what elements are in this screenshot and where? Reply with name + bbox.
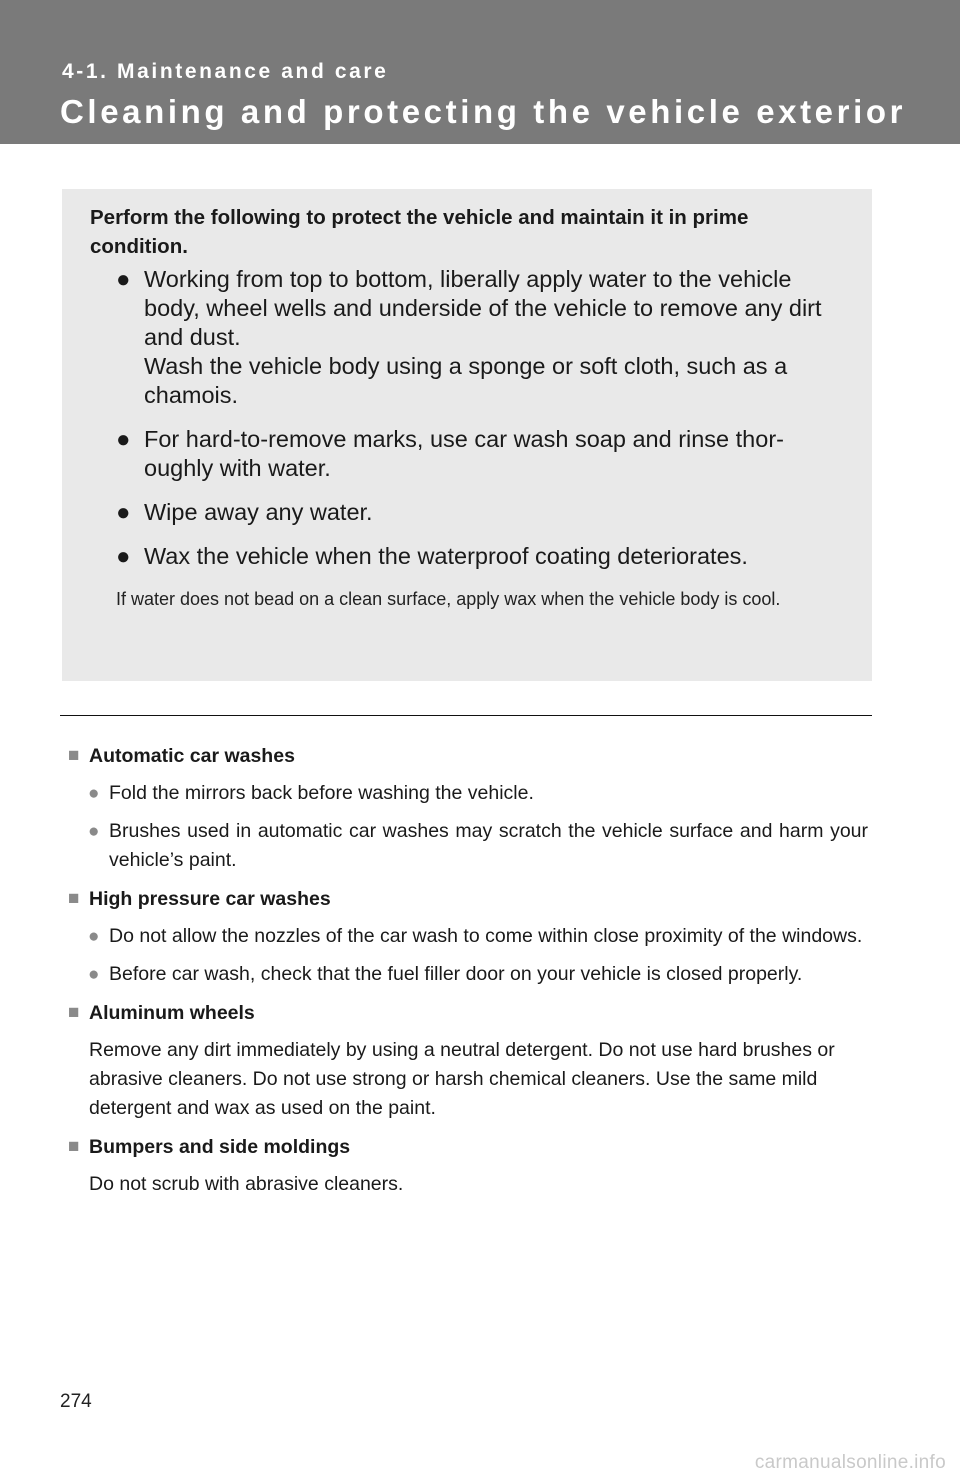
section-heading: [68, 885, 868, 913]
content-area: [68, 742, 868, 1209]
bullet-dot-icon: ●: [116, 266, 131, 293]
page-title: Cleaning and protecting the vehicle exterior: [60, 93, 907, 130]
bullet-dot-icon: ●: [88, 783, 100, 804]
section-body-text: Remove any dirt immediately by using a neutral detergent. Do not use hard brushes or abrasive cleaners. Do not use strong or harsh chemical cleaners. Use the same mild detergent and wax as used on the paint.: [89, 1039, 835, 1119]
summary-bullet: [116, 498, 840, 527]
section-bullet-list: [68, 922, 868, 989]
bullet-dot-icon: ●: [116, 543, 131, 570]
section-bullet-text: Do not allow the nozzles of the car wash to come within close proximity of the windows.: [109, 925, 863, 947]
bullet-dot-icon: ●: [88, 926, 100, 947]
square-bullet-icon: ■: [68, 1002, 80, 1023]
section-heading: [68, 1133, 868, 1161]
section-divider: [60, 715, 872, 716]
summary-bullet-text: Wash the vehicle body using a sponge or soft cloth, such as a chamois.: [144, 353, 788, 408]
section-heading: [68, 999, 868, 1027]
summary-bullet-text: Wax the vehicle when the waterproof coating deteriorates.: [144, 543, 748, 569]
summary-note: If water does not bead on a clean surface, apply wax when the vehicle body is cool.: [116, 589, 781, 609]
summary-bullet-list: [90, 265, 840, 571]
page-header: [0, 0, 960, 144]
summary-intro: Perform the following to protect the vehicle and maintain it in prime condition.: [90, 206, 749, 258]
summary-bullet-text: For hard-to-remove marks, use car wash soap and rinse thor-oughly with water.: [144, 426, 784, 481]
section-bullet: [88, 779, 868, 808]
section-heading-text: Automatic car washes: [89, 745, 295, 767]
square-bullet-icon: ■: [68, 1136, 80, 1157]
section-heading-text: Aluminum wheels: [89, 1002, 255, 1024]
bullet-dot-icon: ●: [116, 499, 131, 526]
section-bullet: [88, 817, 868, 875]
summary-bullet: [116, 425, 840, 483]
section-body-text: Do not scrub with abrasive cleaners.: [89, 1173, 404, 1195]
section-label: 4-1. Maintenance and care: [62, 60, 389, 83]
section-heading-text: Bumpers and side moldings: [89, 1136, 351, 1158]
summary-bullet: [116, 265, 840, 410]
summary-bullet: [116, 542, 840, 571]
summary-box: [62, 189, 872, 681]
page-number: 274: [60, 1391, 92, 1412]
section-bullet-text: Fold the mirrors back before washing the vehicle.: [109, 782, 534, 804]
bullet-dot-icon: ●: [88, 821, 100, 842]
square-bullet-icon: ■: [68, 745, 80, 766]
section-bullet-text: Brushes used in automatic car washes may scratch the vehicle surface and harm your vehicle’s paint.: [109, 820, 868, 871]
summary-bullet-text: Wipe away any water.: [144, 499, 373, 525]
bullet-dot-icon: ●: [88, 964, 100, 985]
bullet-dot-icon: ●: [116, 426, 131, 453]
summary-bullet-text: Working from top to bottom, liberally apply water to the vehicle body, wheel wells and underside of the vehicle to remove any dirt and dust.: [144, 266, 822, 350]
watermark: carmanualsonline.info: [754, 1452, 946, 1473]
section-bullet-text: Before car wash, check that the fuel filler door on your vehicle is closed properly.: [109, 963, 803, 985]
square-bullet-icon: ■: [68, 888, 80, 909]
section-bullet: [88, 922, 868, 951]
section-bullet-list: [68, 779, 868, 875]
section-heading: [68, 742, 868, 770]
section-bullet: [88, 960, 868, 989]
section-heading-text: High pressure car washes: [89, 888, 331, 910]
